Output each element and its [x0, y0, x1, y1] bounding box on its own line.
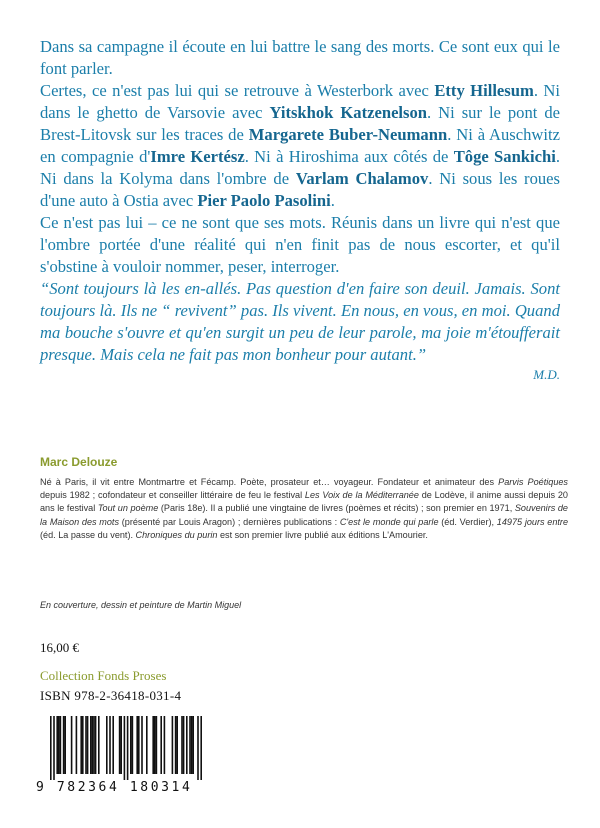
barcode-guard-bar [50, 716, 52, 780]
bio-fragment: (éd. La passe du vent). [40, 529, 136, 540]
barcode-bar [156, 716, 158, 774]
barcode-bar [120, 716, 122, 774]
barcode-bar [80, 716, 82, 774]
text-fragment: . Ni sous les roues d'une auto à Ostia avec [40, 169, 560, 210]
barcode-bar [82, 716, 84, 774]
text-fragment: . Ni dans la Kolyma dans l'ombre de [40, 147, 560, 188]
barcode-bar [95, 716, 97, 774]
price: 16,00 € [40, 640, 79, 655]
barcode-bar [71, 716, 73, 774]
barcode-bar [176, 716, 178, 774]
barcode-bar [109, 716, 111, 774]
barcode-bar [63, 716, 65, 774]
barcode-bar [76, 716, 78, 774]
name-chalamov: Varlam Chalamov [295, 169, 429, 188]
bio-title: C'est le monde qui parle [339, 516, 439, 527]
barcode-bar [186, 716, 188, 774]
name-etty-hillesum: Etty Hillesum [434, 81, 534, 100]
back-cover-text [40, 36, 560, 384]
barcode-guard-bar [124, 716, 126, 780]
barcode-bar [154, 716, 156, 774]
barcode-bar [138, 716, 140, 774]
bio-title: Tout un poème [97, 503, 159, 514]
barcode-bar [98, 716, 100, 774]
bio-fragment: (éd. Verdier), [438, 516, 497, 527]
name-sankichi: Tôge Sankichi [453, 147, 556, 166]
barcode-bar [90, 716, 92, 774]
bio-fragment: (Paris 18e). Il a publié une vingtaine de livres (poèmes et récits) ; son premier en 1971, [158, 503, 515, 514]
barcode-bar [152, 716, 154, 774]
barcode-bar [175, 716, 177, 774]
barcode-bar [183, 716, 185, 774]
bio-title: Chroniques du purin [135, 529, 218, 540]
paragraph-words: Ce n'est pas lui – ce ne sont que ses mots. Réunis dans un livre qui n'est que l'ombre portée d'une réalité qui n'en finit pas de nous escorter, et qu'il s'obstine à vouloir nommer, peser, interroger. [40, 213, 560, 276]
barcode-guard-bar [53, 716, 55, 780]
barcode-digits: 9 782364 180314 [36, 780, 193, 795]
bio-fragment: depuis 1982 ; cofondateur et conseiller littéraire de feu le festival [40, 490, 305, 501]
barcode-bar [130, 716, 132, 774]
barcode-bar [141, 716, 143, 774]
author-name: Marc Delouze [40, 455, 118, 469]
barcode-bar [136, 716, 138, 774]
barcode-guard-bar [197, 716, 199, 780]
isbn: ISBN 978-2-36418-031-4 [40, 688, 182, 703]
collection-name: Collection Fonds Proses [40, 668, 167, 683]
barcode-bar [60, 716, 62, 774]
name-pasolini: Pier Paolo Pasolini [197, 191, 331, 210]
barcode-bar [160, 716, 162, 774]
barcode [36, 714, 222, 796]
barcode-bar [92, 716, 94, 774]
bio-fragment: (présenté par Louis Aragon) ; dernières publications : [119, 516, 340, 527]
paragraph-names [40, 80, 560, 212]
name-buber-neumann: Margarete Buber-Neumann [248, 125, 448, 144]
barcode-bar [164, 716, 166, 774]
barcode-bar [64, 716, 66, 774]
barcode-bar [192, 716, 194, 774]
paragraph-intro: Dans sa campagne il écoute en lui battre le sang des morts. Ce sont eux qui le font parler. [40, 37, 560, 78]
cover-credit: En couverture, dessin et peinture de Martin Miguel [40, 600, 242, 610]
barcode-bars [36, 714, 222, 782]
text-fragment: . Ni dans le ghetto de Varsovie avec [40, 81, 560, 122]
text-fragment: . Ni sur le pont de Brest-Litovsk sur les traces de [40, 103, 561, 144]
barcode-bar [56, 716, 58, 774]
barcode-bar [172, 716, 174, 774]
barcode-bar [119, 716, 121, 774]
bio-title: 14975 jours entre [496, 516, 568, 527]
text-fragment: . [330, 191, 335, 210]
text-fragment: . Ni à Hiroshima aux côtés de [244, 147, 454, 166]
barcode-bar [132, 716, 134, 774]
bio-title: Les Voix de la Méditerranée [304, 490, 419, 501]
name-katzenelson: Yitskhok Katzenelson [269, 103, 428, 122]
barcode-bar [106, 716, 108, 774]
barcode-bar [191, 716, 193, 774]
author-quote: “Sont toujours là les en-allés. Pas question d'en faire son deuil. Jamais. Sont toujours là. Ils ne “ revivent” pas. Ils vivent. En nous, en vous, en moi. Quand ma bouche s'ouvre et qu'en surgit un peu de leur parole, ma joie m'étoufferait presque. Mais cela ne fait pas mon bonheur pour autant.” [40, 279, 560, 364]
bio-title: Souvenirs de la Maison des mots [40, 503, 568, 527]
bio-fragment: est son premier livre publié aux éditions L'Amourier. [217, 529, 428, 540]
barcode-bar [87, 716, 89, 774]
name-kertesz: Imre Kertész [150, 147, 245, 166]
barcode-bar [85, 716, 87, 774]
text-fragment: . Ni à Auschwitz en compagnie d' [40, 125, 560, 166]
bio-fragment: de Lodève, il anime aussi depuis 20 ans le festival [40, 490, 568, 514]
bio-title: Parvis Poétiques [498, 477, 568, 487]
text-fragment: Certes, ce n'est pas lui qui se retrouve à Westerbork avec [40, 81, 435, 100]
barcode-guard-bar [127, 716, 129, 780]
barcode-bar [181, 716, 183, 774]
barcode-guard-bar [200, 716, 202, 780]
barcode-bar [112, 716, 114, 774]
barcode-bar [58, 716, 60, 774]
barcode-bar [146, 716, 148, 774]
bio-fragment: Né à Paris, il vit entre Montmartre et Fécamp. Poète, prosateur et… voyageur. Fondateur et animateur des [40, 477, 499, 487]
barcode-bar [93, 716, 95, 774]
quote-signature: M.D. [533, 367, 560, 382]
barcode-bar [189, 716, 191, 774]
author-bio [40, 476, 568, 542]
